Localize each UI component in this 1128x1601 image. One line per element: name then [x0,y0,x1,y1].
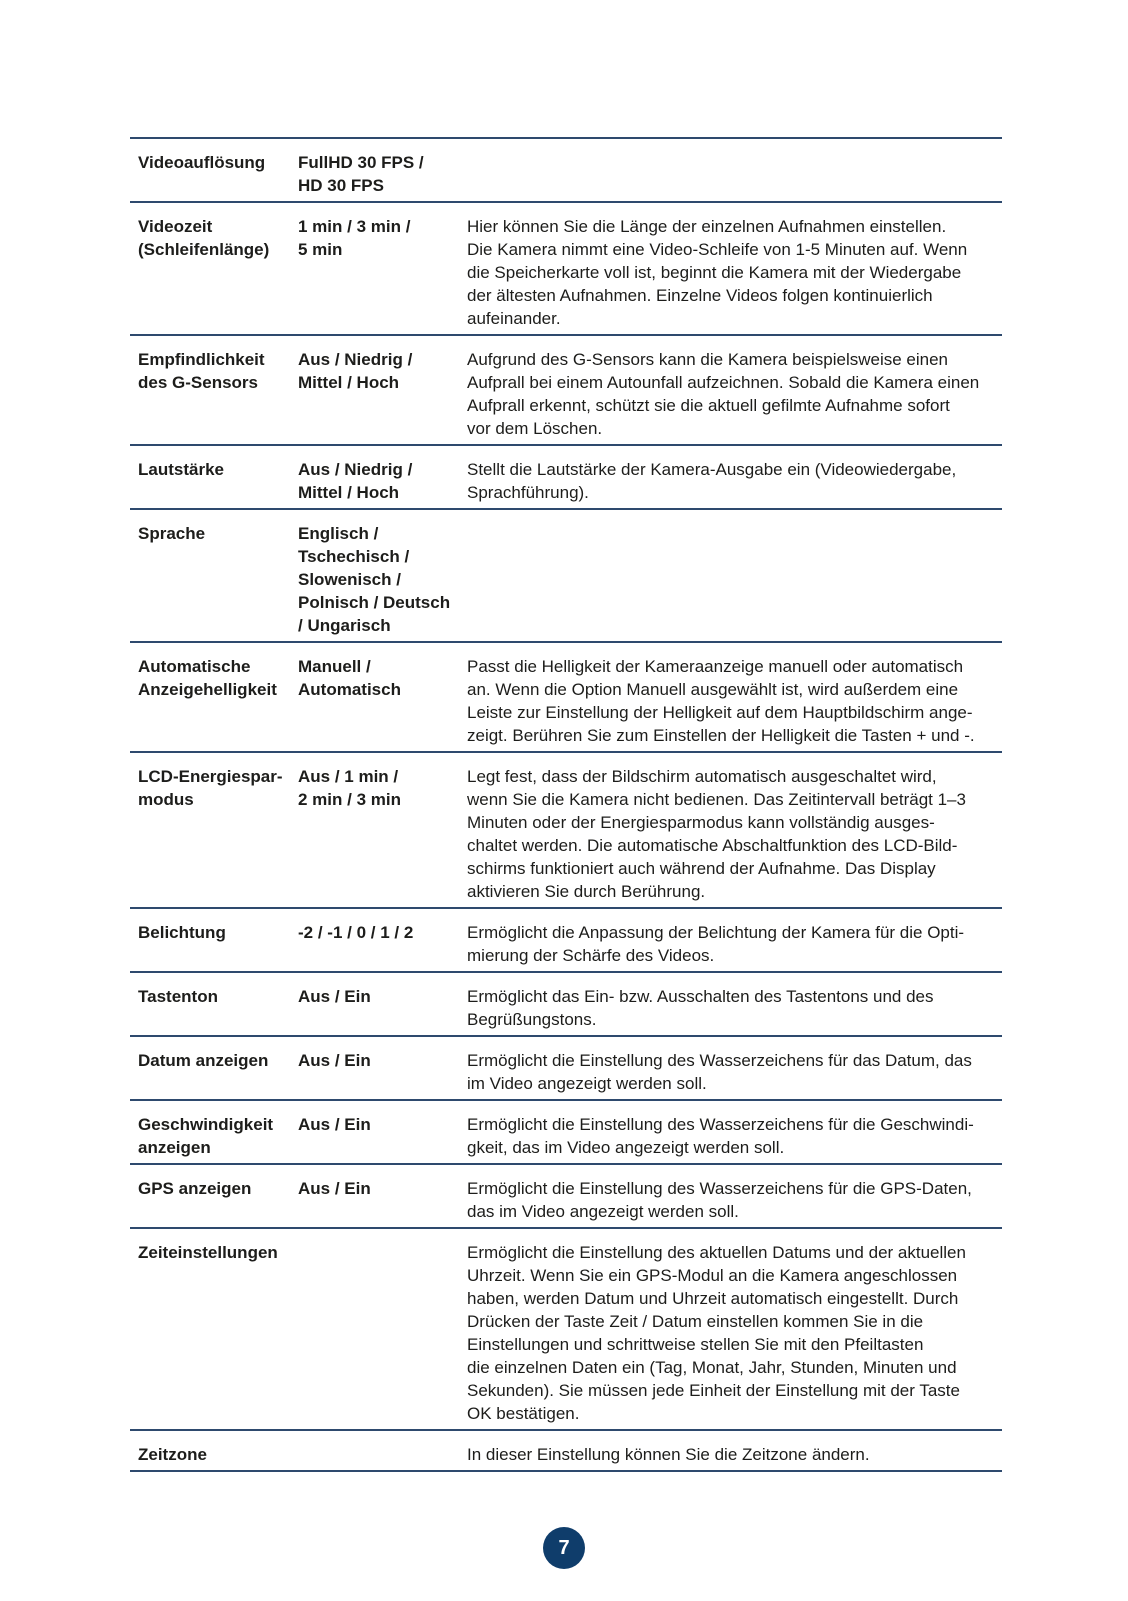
setting-name [130,642,290,752]
setting-name [130,202,290,335]
setting-description-line: Hier können Sie die Länge der einzelnen Aufnahmen einstellen. [467,217,947,236]
setting-options-line: / Ungarisch [298,616,391,635]
setting-row [130,335,1002,445]
setting-description-line: Minuten oder der Energiesparmodus kann vollständig ausges- [467,813,935,832]
setting-options [290,335,459,445]
setting-description-line: Legt fest, dass der Bildschirm automatisch ausgeschaltet wird, [467,767,937,786]
setting-name-line: Sprache [138,524,206,543]
setting-description-line: mierung der Schärfe des Videos. [467,946,715,965]
setting-description-line: vor dem Löschen. [467,419,603,438]
setting-description-line: die Speicherkarte voll ist, beginnt die Kamera mit der Wiedergabe [467,263,962,282]
setting-row [130,1228,1002,1430]
setting-description-line: Ermöglicht das Ein- bzw. Ausschalten des Tastentons und des [467,987,934,1006]
page-number-badge: 7 [543,1527,585,1569]
setting-options-line: Automatisch [298,680,401,699]
setting-name-line: Anzeigehelligkeit [138,680,277,699]
setting-row [130,202,1002,335]
setting-options-line: Aus / Niedrig / [298,460,413,479]
setting-description-line: Ermöglicht die Einstellung des aktuellen Datums und der aktuellen [467,1243,966,1262]
setting-options [290,1228,459,1430]
setting-name-line: Videozeit [138,217,213,236]
setting-description-line: Sekunden). Sie müssen jede Einheit der Einstellung mit der Taste [467,1381,960,1400]
setting-row [130,642,1002,752]
setting-row [130,1036,1002,1100]
setting-options [290,1036,459,1100]
setting-row [130,972,1002,1036]
setting-row [130,908,1002,972]
setting-name [130,1228,290,1430]
setting-name-line: (Schleifenlänge) [138,240,270,259]
setting-description-line: schirms funktioniert auch während der Aufnahme. Das Display [467,859,936,878]
setting-description-line: zeigt. Berühren Sie zum Einstellen der Helligkeit die Tasten + und -. [467,726,975,745]
setting-description-line: das im Video angezeigt werden soll. [467,1202,739,1221]
setting-description-line: Drücken der Taste Zeit / Datum einstellen kommen Sie in die [467,1312,924,1331]
setting-name [130,1100,290,1164]
setting-options-line: Englisch / [298,524,379,543]
setting-options-line: HD 30 FPS [298,176,384,195]
setting-name-line: Zeiteinstellungen [138,1243,278,1262]
setting-name-line: Belichtung [138,923,226,942]
setting-description-line: der ältesten Aufnahmen. Einzelne Videos folgen kontinuierlich [467,286,933,305]
setting-name-line: modus [138,790,194,809]
setting-description [459,908,1002,972]
setting-name-line: Zeitzone [138,1445,207,1464]
setting-description-line: In dieser Einstellung können Sie die Zeitzone ändern. [467,1445,870,1464]
setting-description-line: aktivieren Sie durch Berührung. [467,882,706,901]
setting-description-line: Ermöglicht die Einstellung des Wasserzeichens für die GPS-Daten, [467,1179,972,1198]
setting-name [130,1036,290,1100]
setting-options-line: Polnisch / Deutsch [298,593,451,612]
setting-options [290,445,459,509]
setting-options [290,202,459,335]
setting-row [130,509,1002,642]
setting-name [130,972,290,1036]
setting-description-line: an. Wenn die Option Manuell ausgewählt ist, wird außerdem eine [467,680,959,699]
setting-name-line: LCD-Energiespar- [138,767,283,786]
setting-description-line: Sprachführung). [467,483,589,502]
setting-name [130,1164,290,1228]
setting-name [130,752,290,908]
setting-description [459,1164,1002,1228]
setting-options-line: -2 / -1 / 0 / 1 / 2 [298,923,414,942]
setting-row [130,1164,1002,1228]
setting-description [459,509,1002,642]
setting-name-line: Datum anzeigen [138,1051,269,1070]
setting-row [130,752,1002,908]
setting-options-line: 5 min [298,240,343,259]
setting-name [130,445,290,509]
setting-options [290,1164,459,1228]
setting-options [290,908,459,972]
setting-description-line: Aufprall erkennt, schützt sie die aktuell gefilmte Aufnahme sofort [467,396,950,415]
setting-options [290,1430,459,1471]
setting-description-line: Begrüßungstons. [467,1010,597,1029]
setting-description [459,1100,1002,1164]
setting-description-line: Ermöglicht die Einstellung des Wasserzeichens für die Geschwindi- [467,1115,974,1134]
setting-row [130,1430,1002,1471]
setting-description-line: Die Kamera nimmt eine Video-Schleife von 1-5 Minuten auf. Wenn [467,240,968,259]
setting-options-line: Slowenisch / [298,570,401,589]
setting-description-line: Ermöglicht die Anpassung der Belichtung der Kamera für die Opti- [467,923,965,942]
setting-name [130,138,290,202]
setting-name-line: GPS anzeigen [138,1179,252,1198]
setting-description-line: Aufprall bei einem Autounfall aufzeichnen. Sobald die Kamera einen [467,373,980,392]
setting-name-line: Automatische [138,657,251,676]
setting-options [290,138,459,202]
setting-description [459,1036,1002,1100]
setting-name-line: Videoauflösung [138,153,266,172]
setting-options-line: Manuell / [298,657,371,676]
setting-options-line: 2 min / 3 min [298,790,401,809]
setting-description-line: chaltet werden. Die automatische Abschaltfunktion des LCD-Bild- [467,836,958,855]
setting-name [130,1430,290,1471]
setting-description [459,335,1002,445]
setting-row [130,445,1002,509]
setting-name-line: Lautstärke [138,460,224,479]
setting-name [130,335,290,445]
setting-description [459,1228,1002,1430]
setting-description-line: wenn Sie die Kamera nicht bedienen. Das Zeitintervall beträgt 1–3 [467,790,966,809]
setting-options-line: Mittel / Hoch [298,483,400,502]
setting-description-line: Aufgrund des G-Sensors kann die Kamera beispielsweise einen [467,350,948,369]
setting-options [290,972,459,1036]
setting-options-line: FullHD 30 FPS / [298,153,424,172]
setting-options-line: Aus / Ein [298,1179,371,1198]
setting-description [459,445,1002,509]
setting-description [459,642,1002,752]
setting-description-line: die einzelnen Daten ein (Tag, Monat, Jahr, Stunden, Minuten und [467,1358,957,1377]
setting-description [459,752,1002,908]
setting-name-line: Empfindlichkeit [138,350,265,369]
settings-table-body [130,138,1002,1471]
setting-name-line: anzeigen [138,1138,211,1157]
setting-options-line: 1 min / 3 min / [298,217,411,236]
setting-description-line: im Video angezeigt werden soll. [467,1074,707,1093]
setting-description-line: haben, werden Datum und Uhrzeit automatisch eingestellt. Durch [467,1289,959,1308]
setting-options [290,509,459,642]
setting-description-line: Uhrzeit. Wenn Sie ein GPS-Modul an die Kamera angeschlossen [467,1266,958,1285]
setting-row [130,1100,1002,1164]
setting-name-line: des G-Sensors [138,373,258,392]
setting-options-line: Aus / Ein [298,1115,371,1134]
setting-options-line: Mittel / Hoch [298,373,400,392]
setting-description [459,202,1002,335]
setting-name [130,509,290,642]
setting-options [290,642,459,752]
setting-description-line: gkeit, das im Video angezeigt werden soll. [467,1138,785,1157]
setting-description-line: OK bestätigen. [467,1404,580,1423]
setting-description-line: Stellt die Lautstärke der Kamera-Ausgabe ein (Videowiedergabe, [467,460,957,479]
setting-options [290,752,459,908]
setting-name-line: Geschwindigkeit [138,1115,274,1134]
setting-options-line: Aus / Niedrig / [298,350,413,369]
setting-description-line: Einstellungen und schrittweise stellen Sie mit den Pfeiltasten [467,1335,924,1354]
setting-description-line: Leiste zur Einstellung der Helligkeit auf dem Hauptbildschirm ange- [467,703,973,722]
setting-options-line: Tschechisch / [298,547,410,566]
setting-name-line: Tastenton [138,987,218,1006]
setting-description-line: aufeinander. [467,309,561,328]
setting-description [459,972,1002,1036]
setting-options-line: Aus / Ein [298,1051,371,1070]
setting-row [130,138,1002,202]
setting-description-line: Ermöglicht die Einstellung des Wasserzeichens für das Datum, das [467,1051,972,1070]
setting-options-line: Aus / 1 min / [298,767,399,786]
setting-description-line: Passt die Helligkeit der Kameraanzeige manuell oder automatisch [467,657,964,676]
setting-options-line: Aus / Ein [298,987,371,1006]
setting-description [459,138,1002,202]
settings-table [130,137,1002,1472]
setting-name [130,908,290,972]
setting-options [290,1100,459,1164]
setting-description [459,1430,1002,1471]
